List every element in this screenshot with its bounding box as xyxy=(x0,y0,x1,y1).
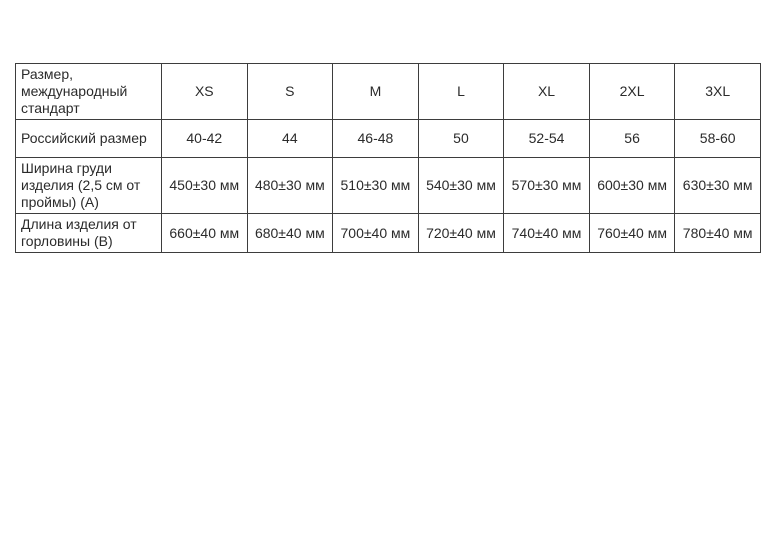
russian-size-cell: 46-48 xyxy=(333,120,419,158)
item-length-cell: 780±40 мм xyxy=(675,214,761,253)
row-header-item-length: Длина изделия от горловины (В) xyxy=(16,214,162,253)
chest-width-cell: 600±30 мм xyxy=(589,158,675,214)
table-row-russian-size xyxy=(16,120,761,158)
item-length-cell: 760±40 мм xyxy=(589,214,675,253)
table-row-international-size xyxy=(16,64,761,120)
item-length-cell: 660±40 мм xyxy=(162,214,248,253)
size-header-l: L xyxy=(418,64,504,120)
russian-size-cell: 40-42 xyxy=(162,120,248,158)
russian-size-cell: 56 xyxy=(589,120,675,158)
size-header-m: M xyxy=(333,64,419,120)
item-length-cell: 680±40 мм xyxy=(247,214,333,253)
row-header-chest-width: Ширина груди изделия (2,5 см от проймы) (А) xyxy=(16,158,162,214)
row-header-russian-size: Российский размер xyxy=(16,120,162,158)
item-length-cell: 720±40 мм xyxy=(418,214,504,253)
table-row-item-length xyxy=(16,214,761,253)
chest-width-cell: 570±30 мм xyxy=(504,158,590,214)
chest-width-cell: 630±30 мм xyxy=(675,158,761,214)
chest-width-cell: 450±30 мм xyxy=(162,158,248,214)
russian-size-cell: 58-60 xyxy=(675,120,761,158)
size-header-s: S xyxy=(247,64,333,120)
item-length-cell: 700±40 мм xyxy=(333,214,419,253)
russian-size-cell: 50 xyxy=(418,120,504,158)
row-header-international-size: Размер, международный стандарт xyxy=(16,64,162,120)
size-header-2xl: 2XL xyxy=(589,64,675,120)
size-header-xl: XL xyxy=(504,64,590,120)
size-header-3xl: 3XL xyxy=(675,64,761,120)
chest-width-cell: 480±30 мм xyxy=(247,158,333,214)
russian-size-cell: 52-54 xyxy=(504,120,590,158)
russian-size-cell: 44 xyxy=(247,120,333,158)
item-length-cell: 740±40 мм xyxy=(504,214,590,253)
chest-width-cell: 510±30 мм xyxy=(333,158,419,214)
size-header-xs: XS xyxy=(162,64,248,120)
chest-width-cell: 540±30 мм xyxy=(418,158,504,214)
size-table xyxy=(15,63,761,253)
table-row-chest-width xyxy=(16,158,761,214)
